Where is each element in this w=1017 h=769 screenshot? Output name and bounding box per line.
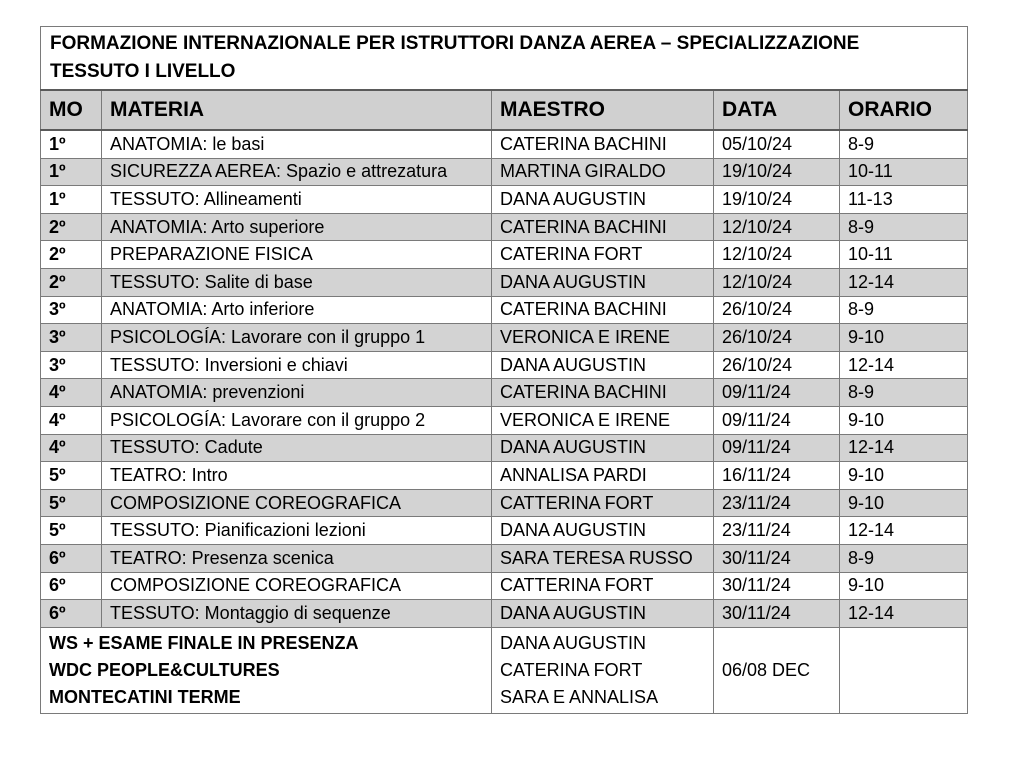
cell-orario: 12-14 (840, 517, 968, 545)
cell-maestro: VERONICA E IRENE (492, 406, 714, 434)
footer-orario (840, 627, 968, 713)
cell-materia: TESSUTO: Pianificazioni lezioni (102, 517, 492, 545)
cell-data: 16/11/24 (714, 462, 840, 490)
header-materia: MATERIA (102, 90, 492, 130)
cell-maestro: CATERINA BACHINI (492, 379, 714, 407)
title-line-1: FORMAZIONE INTERNAZIONALE PER ISTRUTTORI DANZA AEREA – SPECIALIZZAZIONE (50, 33, 860, 54)
cell-materia: ANATOMIA: Arto inferiore (102, 296, 492, 324)
footer-data: 06/08 DEC (714, 627, 840, 713)
cell-orario: 12-14 (840, 268, 968, 296)
cell-mo: 1º (41, 186, 102, 214)
footer-maestro (492, 627, 714, 713)
table-row (41, 130, 968, 158)
cell-maestro: DANA AUGUSTIN (492, 351, 714, 379)
cell-orario: 9-10 (840, 489, 968, 517)
table-row (41, 517, 968, 545)
cell-materia: TESSUTO: Allineamenti (102, 186, 492, 214)
cell-maestro: CATERINA BACHINI (492, 213, 714, 241)
schedule-table (40, 26, 968, 714)
cell-data: 19/10/24 (714, 158, 840, 186)
cell-data: 30/11/24 (714, 572, 840, 600)
cell-materia: ANATOMIA: le basi (102, 130, 492, 158)
cell-materia: COMPOSIZIONE COREOGRAFICA (102, 489, 492, 517)
cell-orario: 8-9 (840, 213, 968, 241)
table-row (41, 241, 968, 269)
cell-mo: 1º (41, 130, 102, 158)
cell-mo: 5º (41, 517, 102, 545)
cell-mo: 3º (41, 351, 102, 379)
table-row (41, 406, 968, 434)
cell-mo: 2º (41, 213, 102, 241)
cell-data: 23/11/24 (714, 489, 840, 517)
cell-materia: PSICOLOGÍA: Lavorare con il gruppo 2 (102, 406, 492, 434)
table-row (41, 434, 968, 462)
table-row (41, 186, 968, 214)
table-row (41, 544, 968, 572)
cell-materia: COMPOSIZIONE COREOGRAFICA (102, 572, 492, 600)
header-data: DATA (714, 90, 840, 130)
document-title (41, 27, 968, 91)
cell-materia: ANATOMIA: prevenzioni (102, 379, 492, 407)
cell-data: 26/10/24 (714, 296, 840, 324)
cell-maestro: DANA AUGUSTIN (492, 600, 714, 628)
table-row (41, 268, 968, 296)
cell-orario: 12-14 (840, 600, 968, 628)
footer-event-line: WDC PEOPLE&CULTURES (49, 659, 280, 680)
cell-mo: 2º (41, 241, 102, 269)
cell-maestro: CATTERINA FORT (492, 572, 714, 600)
cell-data: 23/11/24 (714, 517, 840, 545)
table-row (41, 572, 968, 600)
cell-orario: 8-9 (840, 130, 968, 158)
cell-materia: TEATRO: Intro (102, 462, 492, 490)
cell-data: 12/10/24 (714, 241, 840, 269)
cell-maestro: DANA AUGUSTIN (492, 517, 714, 545)
cell-orario: 9-10 (840, 572, 968, 600)
cell-orario: 9-10 (840, 406, 968, 434)
cell-materia: TESSUTO: Salite di base (102, 268, 492, 296)
cell-mo: 5º (41, 489, 102, 517)
cell-maestro: MARTINA GIRALDO (492, 158, 714, 186)
cell-mo: 3º (41, 324, 102, 352)
cell-materia: TESSUTO: Inversioni e chiavi (102, 351, 492, 379)
cell-orario: 8-9 (840, 379, 968, 407)
cell-data: 09/11/24 (714, 379, 840, 407)
cell-mo: 4º (41, 434, 102, 462)
cell-mo: 6º (41, 544, 102, 572)
cell-orario: 10-11 (840, 241, 968, 269)
cell-mo: 3º (41, 296, 102, 324)
cell-data: 12/10/24 (714, 268, 840, 296)
cell-materia: SICUREZZA AEREA: Spazio e attrezatura (102, 158, 492, 186)
cell-maestro: SARA TERESA RUSSO (492, 544, 714, 572)
cell-maestro: CATERINA BACHINI (492, 296, 714, 324)
cell-maestro: CATERINA BACHINI (492, 130, 714, 158)
footer-event-line: WS + ESAME FINALE IN PRESENZA (49, 632, 359, 653)
header-mo: MO (41, 90, 102, 130)
footer-row (41, 627, 968, 713)
cell-orario: 8-9 (840, 296, 968, 324)
cell-data: 09/11/24 (714, 434, 840, 462)
cell-mo: 2º (41, 268, 102, 296)
table-row (41, 213, 968, 241)
cell-mo: 6º (41, 572, 102, 600)
cell-orario: 12-14 (840, 351, 968, 379)
cell-orario: 10-11 (840, 158, 968, 186)
header-orario: ORARIO (840, 90, 968, 130)
footer-maestro-line: CATERINA FORT (500, 659, 643, 680)
title-row (41, 27, 968, 91)
cell-maestro: DANA AUGUSTIN (492, 434, 714, 462)
cell-maestro: DANA AUGUSTIN (492, 268, 714, 296)
cell-data: 30/11/24 (714, 544, 840, 572)
cell-orario: 11-13 (840, 186, 968, 214)
cell-maestro: DANA AUGUSTIN (492, 186, 714, 214)
table-row (41, 489, 968, 517)
cell-data: 26/10/24 (714, 324, 840, 352)
header-maestro: MAESTRO (492, 90, 714, 130)
cell-materia: TESSUTO: Montaggio di sequenze (102, 600, 492, 628)
cell-mo: 5º (41, 462, 102, 490)
title-line-2: TESSUTO I LIVELLO (50, 61, 236, 82)
cell-orario: 9-10 (840, 324, 968, 352)
table-row (41, 324, 968, 352)
cell-maestro: CATERINA FORT (492, 241, 714, 269)
footer-maestro-line: DANA AUGUSTIN (500, 632, 647, 653)
cell-mo: 4º (41, 379, 102, 407)
cell-orario: 8-9 (840, 544, 968, 572)
footer-event-line: MONTECATINI TERME (49, 686, 241, 707)
table-row (41, 462, 968, 490)
header-row (41, 90, 968, 130)
cell-data: 12/10/24 (714, 213, 840, 241)
table-row (41, 158, 968, 186)
cell-materia: TESSUTO: Cadute (102, 434, 492, 462)
cell-maestro: CATTERINA FORT (492, 489, 714, 517)
cell-mo: 6º (41, 600, 102, 628)
cell-orario: 9-10 (840, 462, 968, 490)
cell-materia: TEATRO: Presenza scenica (102, 544, 492, 572)
table-row (41, 379, 968, 407)
cell-maestro: ANNALISA PARDI (492, 462, 714, 490)
cell-orario: 12-14 (840, 434, 968, 462)
table-row (41, 296, 968, 324)
cell-maestro: VERONICA E IRENE (492, 324, 714, 352)
cell-data: 26/10/24 (714, 351, 840, 379)
cell-data: 09/11/24 (714, 406, 840, 434)
cell-data: 19/10/24 (714, 186, 840, 214)
cell-data: 05/10/24 (714, 130, 840, 158)
cell-mo: 1º (41, 158, 102, 186)
cell-data: 30/11/24 (714, 600, 840, 628)
cell-materia: ANATOMIA: Arto superiore (102, 213, 492, 241)
cell-materia: PREPARAZIONE FISICA (102, 241, 492, 269)
table-row (41, 351, 968, 379)
cell-materia: PSICOLOGÍA: Lavorare con il gruppo 1 (102, 324, 492, 352)
footer-maestro-line: SARA E ANNALISA (500, 686, 659, 707)
table-row (41, 600, 968, 628)
footer-event-info (41, 627, 492, 713)
cell-mo: 4º (41, 406, 102, 434)
